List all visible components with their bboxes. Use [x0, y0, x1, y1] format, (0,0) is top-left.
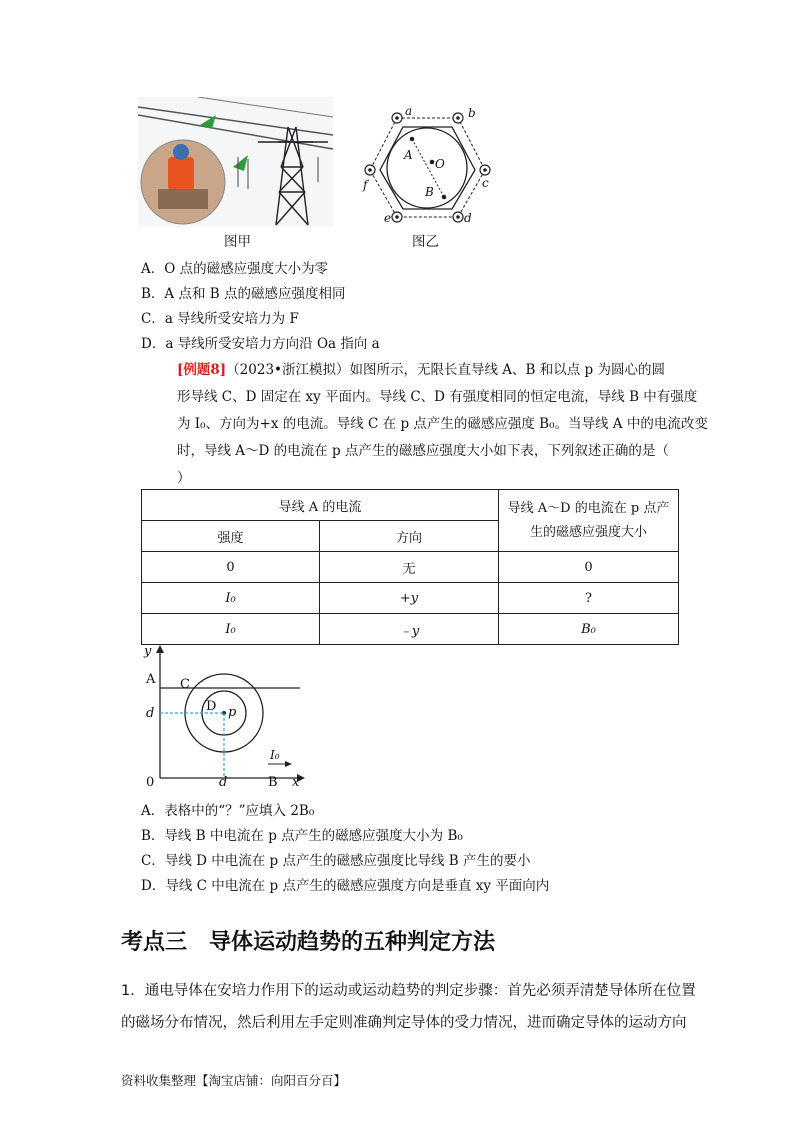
label-B: B	[425, 185, 434, 199]
option-d: D．a 导线所受安培力方向沿 Oa 指向 a	[141, 336, 380, 352]
point-p-label: p	[228, 705, 237, 720]
origin-label: 0	[146, 775, 155, 788]
table-cell: B₀	[499, 614, 679, 645]
table-row	[142, 583, 679, 614]
table-cell: ﹣y	[320, 614, 499, 645]
wire-D-label: D	[206, 699, 217, 714]
example8-line4: 时，导线 A～D 的电流在 p 点产生的磁感应强度大小如下表，下列叙述正确的是（	[177, 443, 669, 459]
option-b: B．A 点和 B 点的磁感应强度相同	[141, 286, 346, 302]
example8-line5: ）	[177, 470, 191, 486]
option-c: C．a 导线所受安培力为 F	[141, 311, 299, 327]
label-O: O	[435, 157, 445, 171]
current-field-table	[141, 489, 679, 645]
xy-diagram-art	[140, 643, 310, 788]
d-y-label: d	[146, 706, 155, 721]
table-col-direction: 方向	[320, 521, 499, 552]
label-c: c	[482, 176, 489, 190]
table-header-field-l1: 导线 A～D 的电流在 p 点产	[507, 500, 670, 516]
label-b: b	[468, 106, 476, 120]
section-item-1	[121, 975, 696, 1039]
example8-tag: [例题8]	[177, 362, 227, 378]
wire-C-label: C	[180, 677, 190, 692]
table-cell: I₀	[142, 614, 320, 645]
section-item-1-line1: 1．通电导体在安培力作用下的运动或运动趋势的判定步骤：首先必须弄清楚导体所在位置	[121, 983, 696, 999]
option-d: D．导线 C 中电流在 p 点产生的磁感应强度方向是垂直 xy 平面向内	[141, 878, 550, 894]
xy-diagram	[140, 643, 310, 788]
table-cell: +y	[320, 583, 499, 614]
section-item-1-line2: 的磁场分布情况，然后利用左手定则准确判定导体的受力情况，进而确定导体的运动方向	[121, 1015, 687, 1031]
label-d: d	[464, 211, 472, 225]
power-line-photo	[138, 97, 333, 227]
table-header-field	[499, 490, 679, 552]
power-line-photo-art	[138, 97, 333, 227]
table-cell: I₀	[142, 583, 320, 614]
table-col-strength: 强度	[142, 521, 320, 552]
current-I0-label: I₀	[270, 748, 280, 762]
footer-note: 资料收集整理【淘宝店铺：向阳百分百】	[121, 1073, 347, 1088]
axis-y-label: y	[144, 644, 152, 659]
label-A: A	[404, 148, 413, 162]
example8-line1: （2023•浙江模拟）如图所示，无限长直导线 A、B 和以点 p 为圆心的圆	[226, 362, 665, 378]
photo-caption: 图甲	[224, 234, 251, 250]
label-a: a	[405, 105, 413, 118]
example8-paragraph	[141, 357, 708, 492]
table-header-field-l2: 生的磁感应强度大小	[529, 524, 647, 540]
wire-B-label: B	[268, 775, 278, 788]
option-a: A．O 点的磁感应强度大小为零	[141, 261, 329, 277]
axis-x-label: x	[292, 775, 300, 788]
table-cell: 0	[142, 552, 320, 583]
label-e: e	[384, 211, 392, 225]
table-cell: ?	[499, 583, 679, 614]
hexagon-diagram	[360, 105, 500, 227]
table-header-group: 导线 A 的电流	[142, 490, 499, 521]
table-cell: 无	[320, 552, 499, 583]
hexagon-diagram-art	[360, 105, 500, 227]
option-b: B．导线 B 中电流在 p 点产生的磁感应强度大小为 B₀	[141, 828, 463, 844]
diagram-caption: 图乙	[412, 234, 439, 250]
option-c: C．导线 D 中电流在 p 点产生的磁感应强度比导线 B 产生的要小	[141, 853, 531, 869]
wire-A-label: A	[146, 672, 156, 687]
label-f: f	[363, 178, 368, 192]
table-cell: 0	[499, 552, 679, 583]
d-x-label: d	[219, 775, 228, 788]
section-title: 考点三 导体运动趋势的五种判定方法	[121, 930, 496, 955]
example8-line3: 为 I₀、方向为+x 的电流。导线 C 在 p 点产生的磁感应强度 B₀。当导线 A 中的电流改变	[177, 416, 708, 432]
table-row	[142, 614, 679, 645]
example8-line2: 形导线 C、D 固定在 xy 平面内。导线 C、D 有强度相同的恒定电流，导线 B 中有强度	[177, 389, 698, 405]
option-a: A．表格中的“？”应填入 2B₀	[141, 803, 315, 819]
table-row	[142, 552, 679, 583]
